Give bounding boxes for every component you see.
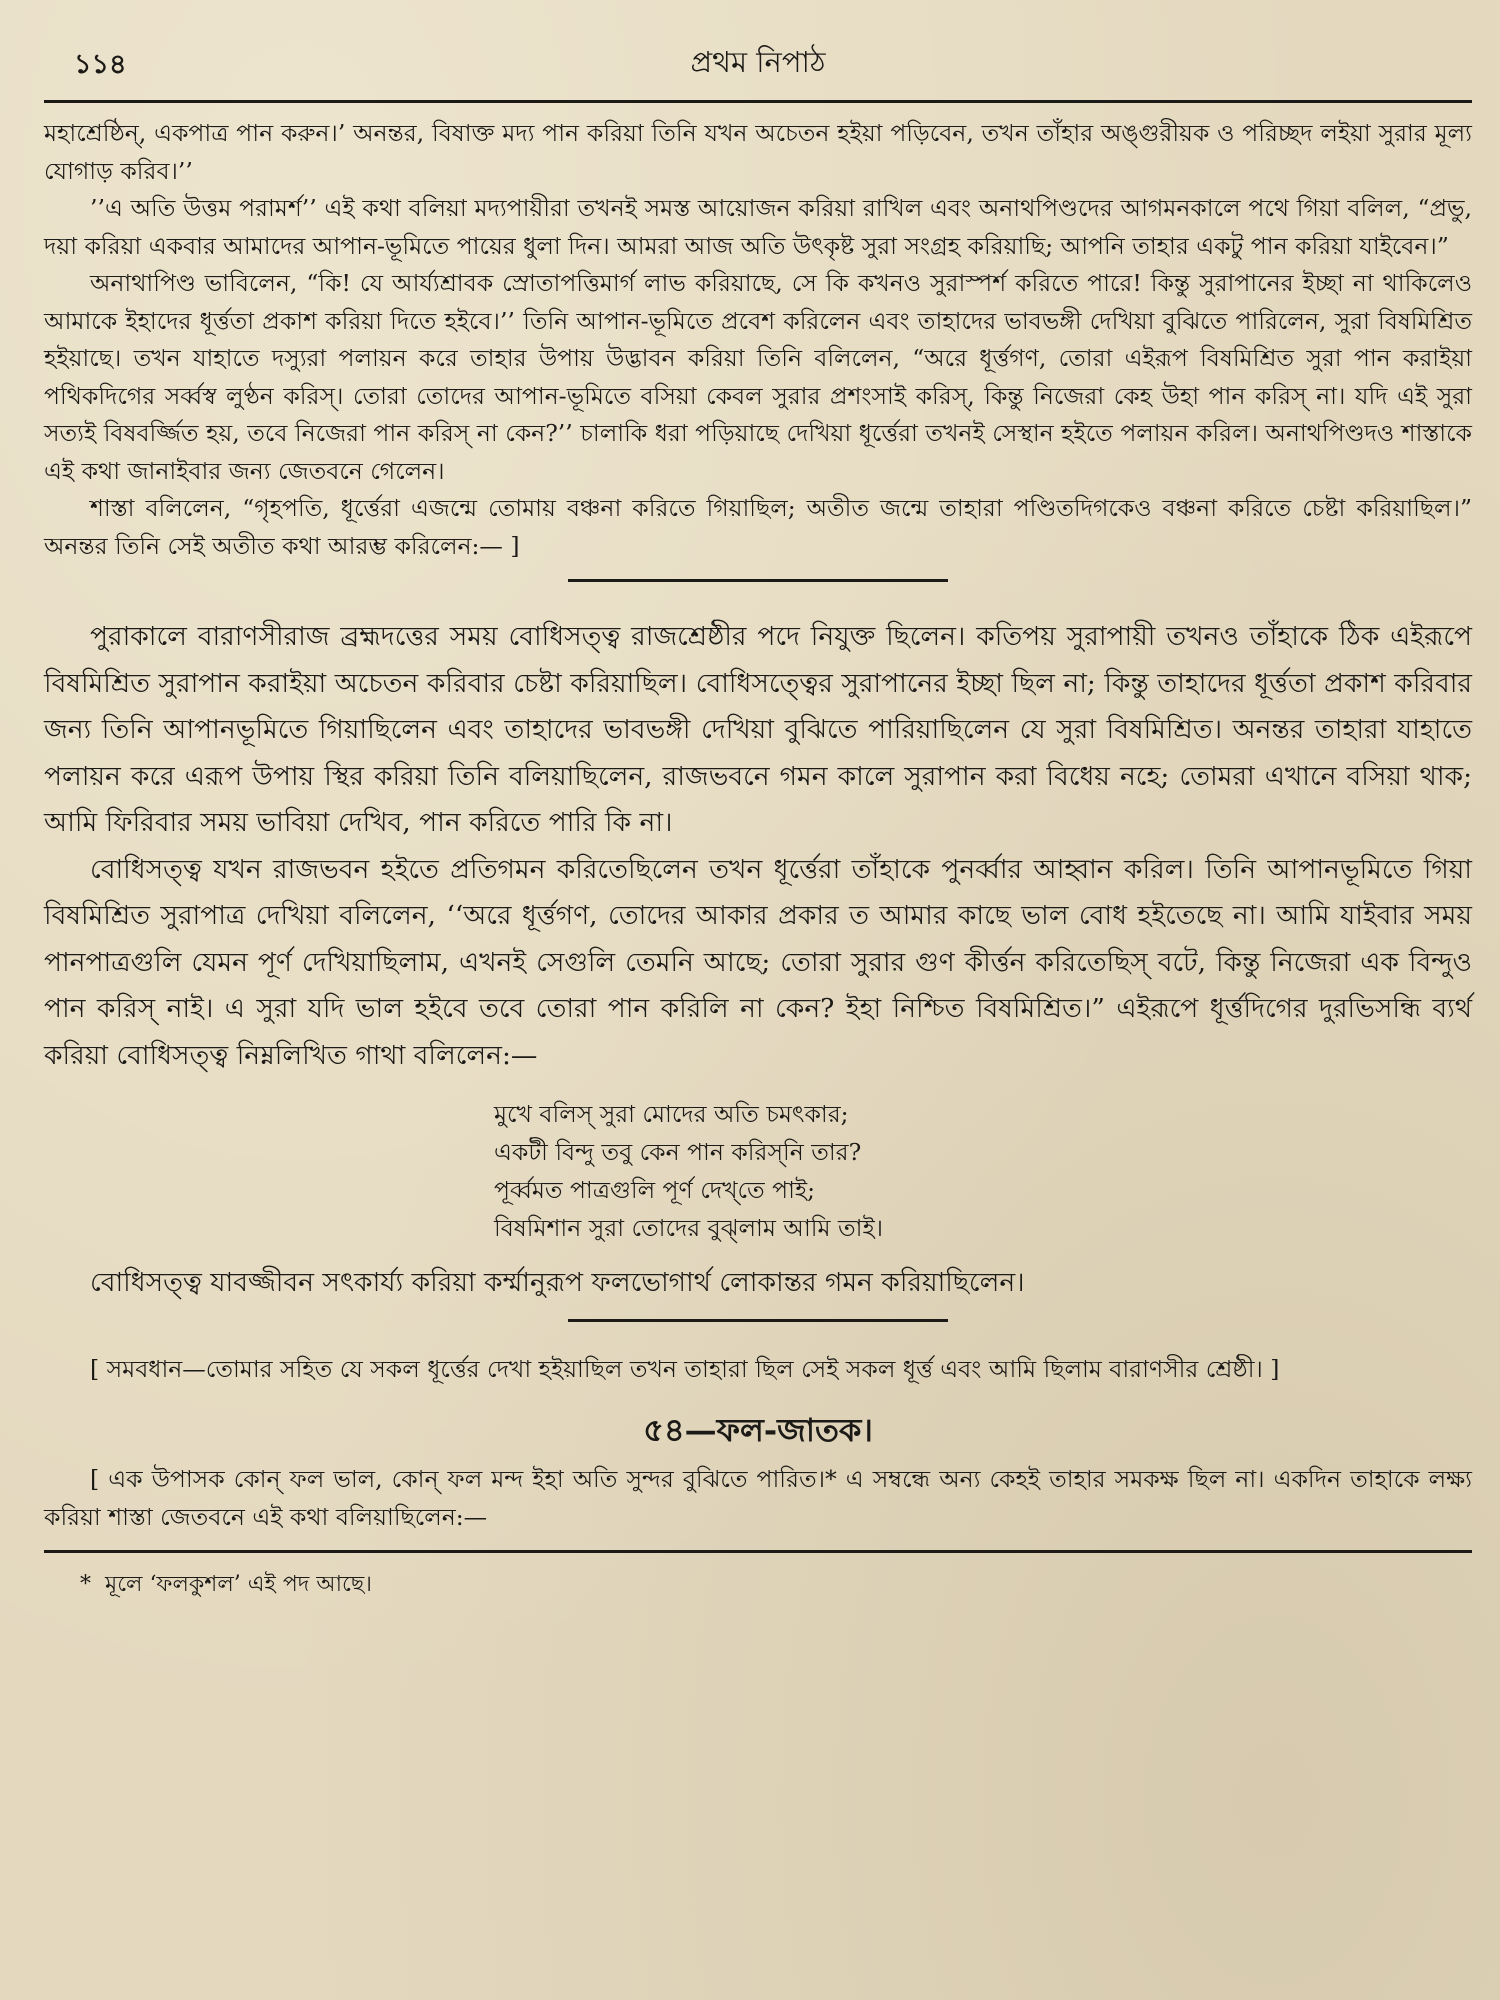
verse-line: মুখে বলিস্ সুরা মোদের অতি চমৎকার; [494,1100,849,1128]
verse-line: বিষমিশান সুরা তোদের বুঝ্‌লাম আমি তাই। [494,1214,884,1242]
page-header [44,32,1472,80]
verse-line: পূর্ব্বমত পাত্রগুলি পূর্ণ দেখ্‌তে পাই; [494,1176,816,1204]
closing-line: বোধিসত্ত্ব যাবজ্জীবন সৎকার্য্য করিয়া কর্ম্মানুরূপ ফলভোগার্থ লোকান্তর গমন করিয়াছিলেন। [90,1267,1025,1298]
intro-paragraph: মহাশ্রেষ্ঠিন্, একপাত্র পান করুন।’ অনন্তর, বিষাক্ত মদ্য পান করিয়া তিনি যখন অচেতন হইয়া পড়িবেন, তখন তাঁহার অঙ্গুরীয়ক ও পরিচ্ছদ লইয়া সুরার মূল্য যোগাড় করিব।’’ [44,119,1472,185]
story-section [44,614,1472,1079]
verse-line: একটী বিন্দু তবু কেন পান করিস্‌নি তার? [494,1138,862,1166]
story-paragraph: বোধিসত্ত্ব যখন রাজভবন হইতে প্রতিগমন করিতেছিলেন তখন ধূর্ত্তেরা তাঁহাকে পুনর্ব্বার আহ্বান করিল। তিনি আপানভূমিতে গিয়া বিষমিশ্রিত সুরাপাত্র দেখিয়া বলিলেন, ‘‘অরে ধূর্ত্তগণ, তোদের আকার প্রকার ত আমার কাছে ভাল বোধ হইতেছে না। আমি যাইবার সময় পানপাত্রগুলি যেমন পূর্ণ দেখিয়াছিলাম, এখনই সেগুলি তেমনি আছে; তোরা সুরার গুণ কীর্ত্তন করিতেছিস্ বটে, কিন্তু নিজেরা এক বিন্দুও পান করিস্ নাই। এ সুরা যদি ভাল হইবে তবে তোরা পান করিলি না কেন? ইহা নিশ্চিত বিষমিশ্রিত।” এইরূপে ধূর্ত্তদিগের দুরভিসন্ধি ব্যর্থ করিয়া বোধিসত্ত্ব নিম্নলিখিত গাথা বলিলেন:— [44,853,1472,1071]
footnote-mark: * [80,1572,91,1597]
header-rule [44,100,1472,103]
samavadhana-note: [ সমবধান—তোমার সহিত যে সকল ধূর্ত্তের দেখা হইয়াছিল তখন তাহারা ছিল সেই সকল ধূর্ত্ত এবং আমি ছিলাম বারাণসীর শ্রেষ্ঠী। ] [90,1355,1280,1383]
intro-paragraph: অনাথাপিণ্ড ভাবিলেন, “কি! যে আর্য্যশ্রাবক স্রোতাপত্তিমার্গ লাভ করিয়াছে, সে কি কখনও সুরাস্পর্শ করিতে পারে! কিন্তু সুরাপানের ইচ্ছা না থাকিলেও আমাকে ইহাদের ধূর্ত্ততা প্রকাশ করিয়া দিতে হইবে।’’ তিনি আপান-ভূমিতে প্রবেশ করিলেন এবং তাহাদের ভাবভঙ্গী দেখিয়া বুঝিতে পারিলেন, সুরা বিষমিশ্রিত হইয়াছে। তখন যাহাতে দস্যুরা পলায়ন করে তাহার উপায় উদ্ভাবন করিয়া তিনি বলিলেন, “অরে ধূর্ত্তগণ, তোরা এইরূপ বিষমিশ্রিত সুরা পান করাইয়া পথিকদিগের সর্ব্বস্ব লুণ্ঠন করিস্। তোরা তোদের আপান-ভূমিতে বসিয়া কেবল সুরার প্রশংসাই করিস্, কিন্তু নিজেরা কেহ উহা পান করিস্ না। যদি এই সুরা সত্যই বিষবর্জ্জিত হয়, তবে নিজেরা পান করিস্ না কেন?’’ চালাকি ধরা পড়িয়াছে দেখিয়া ধূর্ত্তেরা তখনই সেস্থান হইতে পলায়ন করিল। অনাথপিণ্ডদও শাস্তাকে এই কথা জানাইবার জন্য জেতবনে গেলেন। [44,269,1472,485]
intro-paragraph: শাস্তা বলিলেন, “গৃহপতি, ধূর্ত্তেরা এজন্মে তোমায় বঞ্চনা করিতে গিয়াছিল; অতীত জন্মে তাহারা পণ্ডিতদিগকেও বঞ্চনা করিতে চেষ্টা করিয়াছিল।” অনন্তর তিনি সেই অতীত কথা আরম্ভ করিলেন:— ] [44,494,1472,560]
footnote-text: মূলে ‘ফলকুশল’ এই পদ আছে। [105,1572,373,1597]
intro-paragraph: ’’এ অতি উত্তম পরামর্শ’’ এই কথা বলিয়া মদ্যপায়ীরা তখনই সমস্ত আয়োজন করিয়া রাখিল এবং অনাথপিণ্ডদের আগমনকালে পথে গিয়া বলিল, “প্রভু, দয়া করিয়া একবার আমাদের আপান-ভূমিতে পায়ের ধুলা দিন। আমরা আজ অতি উৎকৃষ্ট সুরা সংগ্রহ করিয়াছি; আপনি তাহার একটু পান করিয়া যাইবেন।” [44,194,1472,260]
section-divider [568,1319,948,1322]
jataka-intro: [ এক উপাসক কোন্ ফল ভাল, কোন্ ফল মন্দ ইহা অতি সুন্দর বুঝিতে পারিত।* এ সম্বন্ধে অন্য কেহই তাহার সমকক্ষ ছিল না। একদিন তাহাকে লক্ষ্য করিয়া শাস্তা জেতবনে এই কথা বলিয়াছিলেন:— [44,1465,1472,1531]
intro-section [44,115,1472,565]
gatha-verse [494,1095,1472,1247]
section-divider [568,579,948,582]
footnote [80,1569,1472,1601]
footnote-rule [44,1550,1472,1553]
running-title: প্রথম নিপাঠ [690,45,826,79]
jataka-title: ৫৪—ফল-জাতক। [643,1411,873,1449]
page-number: ১১৪ [74,49,127,80]
story-paragraph: পুরাকালে বারাণসীরাজ ব্রহ্মদত্তের সময় বোধিসত্ত্ব রাজশ্রেষ্ঠীর পদে নিযুক্ত ছিলেন। কতিপয় সুরাপায়ী তখনও তাঁহাকে ঠিক এইরূপে বিষমিশ্রিত সুরাপান করাইয়া অচেতন করিবার চেষ্টা করিয়াছিল। বোধিসত্ত্বের সুরাপানের ইচ্ছা ছিল না; কিন্তু তাহাদের ধূর্ত্ততা প্রকাশ করিবার জন্য তিনি আপানভূমিতে গিয়াছিলেন এবং তাহাদের ভাবভঙ্গী দেখিয়া বুঝিতে পারিয়াছিলেন যে সুরা বিষমিশ্রিত। অনন্তর তাহারা যাহাতে পলায়ন করে এরূপ উপায় স্থির করিয়া তিনি বলিয়াছিলেন, রাজভবনে গমন কালে সুরাপান করা বিধেয় নহে; তোমরা এখানে বসিয়া থাক; আমি ফিরিবার সময় ভাবিয়া দেখিব, পান করিতে পারি কি না। [44,621,1472,838]
